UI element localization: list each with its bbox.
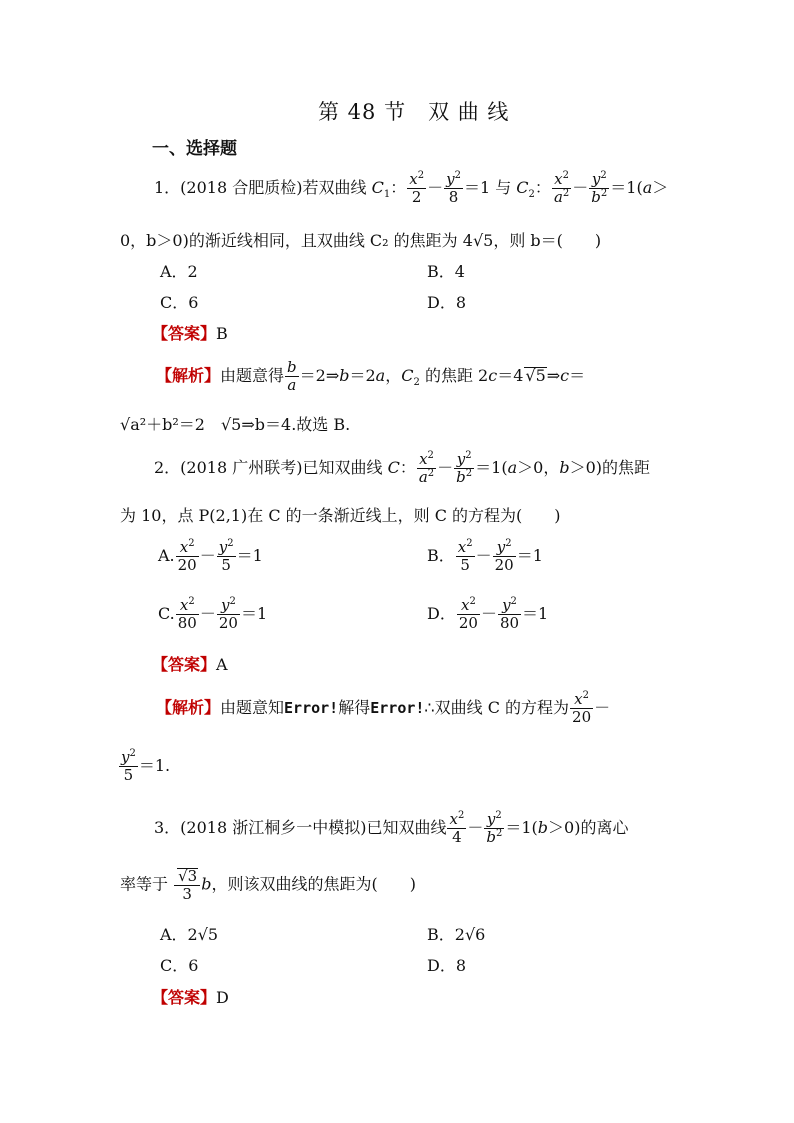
section-heading: 一、选择题 bbox=[152, 139, 237, 159]
question-1-line2: 0，b＞0)的渐近线相同，且双曲线 C₂ 的焦距为 4√5，则 b＝( ) bbox=[120, 231, 602, 250]
analysis-label: 【解析】 bbox=[156, 366, 221, 385]
error-text: Error! bbox=[370, 699, 425, 717]
q2-answer bbox=[152, 657, 228, 673]
q1-option-c: C．6 bbox=[160, 293, 199, 312]
q1-option-d: D．8 bbox=[427, 293, 467, 312]
q3-answer bbox=[152, 990, 229, 1006]
q1-analysis-line2: √a²＋b²＝2 √5⇒b＝4.故选 B. bbox=[120, 415, 351, 434]
answer-label: 【答案】 bbox=[152, 988, 217, 1007]
q1-analysis-line1: 【解析】由题意得 $\frac{b}{a}$ ＝2⇒b＝2a，$C_2$ 的焦距 2c＝4 √5⇒c＝ bbox=[156, 358, 586, 394]
q2-option-c: C. $\frac{x^2}{80}$ － $\frac{y^2}{20}$ ＝1 bbox=[158, 596, 268, 632]
answer-label: 【答案】 bbox=[152, 324, 217, 343]
q3-answer-value: D bbox=[216, 988, 229, 1007]
q1-answer bbox=[152, 326, 228, 342]
question-3-stem: 3．(2018 浙江桐乡一中模拟)已知双曲线 $\frac{x^2}{4}$ － $\frac{y^2}{b^2}$ ＝1(b＞0)的离心 bbox=[154, 810, 629, 846]
q3-option-b: B．2√6 bbox=[427, 925, 486, 944]
q2-option-a: A. $\frac{x^2}{20}$ － $\frac{y^2}{5}$ ＝1 bbox=[158, 538, 263, 574]
q1-answer-value: B bbox=[216, 324, 228, 343]
answer-label: 【答案】 bbox=[152, 655, 217, 674]
question-3-line2: 率等于 $\frac{√3}{3}$ b，则该双曲线的焦距为( ) bbox=[120, 867, 416, 903]
question-2-line2: 为 10，点 P(2,1)在 C 的一条渐近线上，则 C 的方程为( ) bbox=[120, 506, 561, 525]
q2-answer-value: A bbox=[216, 655, 228, 674]
q1-option-a: A．2 bbox=[160, 262, 198, 281]
q2-analysis-line1: 【解析】由题意知Error!解得Error!∴双曲线 C 的方程为 $\frac{x^2}{20}$ － bbox=[156, 690, 611, 726]
error-text: Error! bbox=[284, 699, 339, 717]
page-title: 第 48 节 双 曲 线 bbox=[318, 100, 510, 124]
q2-analysis-line2: $\frac{y^2}{5}$ ＝1. bbox=[121, 748, 171, 784]
q2-option-b: B． $\frac{x^2}{5}$ － $\frac{y^2}{20}$ ＝1 bbox=[427, 538, 543, 574]
q3-option-d: D．8 bbox=[427, 956, 467, 975]
q3-option-a: A．2√5 bbox=[160, 925, 219, 944]
q1-option-b: B．4 bbox=[427, 262, 465, 281]
question-2-stem: 2．(2018 广州联考)已知双曲线 C： $\frac{x^2}{a^2}$ － $\frac{y^2}{b^2}$ ＝1(a＞0，b＞0)的焦距 bbox=[154, 450, 651, 486]
q2-option-d: D． $\frac{x^2}{20}$ － $\frac{y^2}{80}$ ＝1 bbox=[427, 596, 549, 632]
analysis-label: 【解析】 bbox=[156, 698, 221, 717]
q3-option-c: C．6 bbox=[160, 956, 199, 975]
question-1-prefix: 1．(2018 合肥质检)若双曲线 bbox=[154, 178, 367, 197]
question-1-stem: 1．(2018 合肥质检)若双曲线 $C_1$： $\frac{x^2}{2}$ － $\frac{y^2}{8}$ ＝1 与 $C_2$： $\frac{x^2}{a^2}$ － $\frac{y^2}{b^2}$ ＝1(a＞ bbox=[154, 170, 669, 206]
